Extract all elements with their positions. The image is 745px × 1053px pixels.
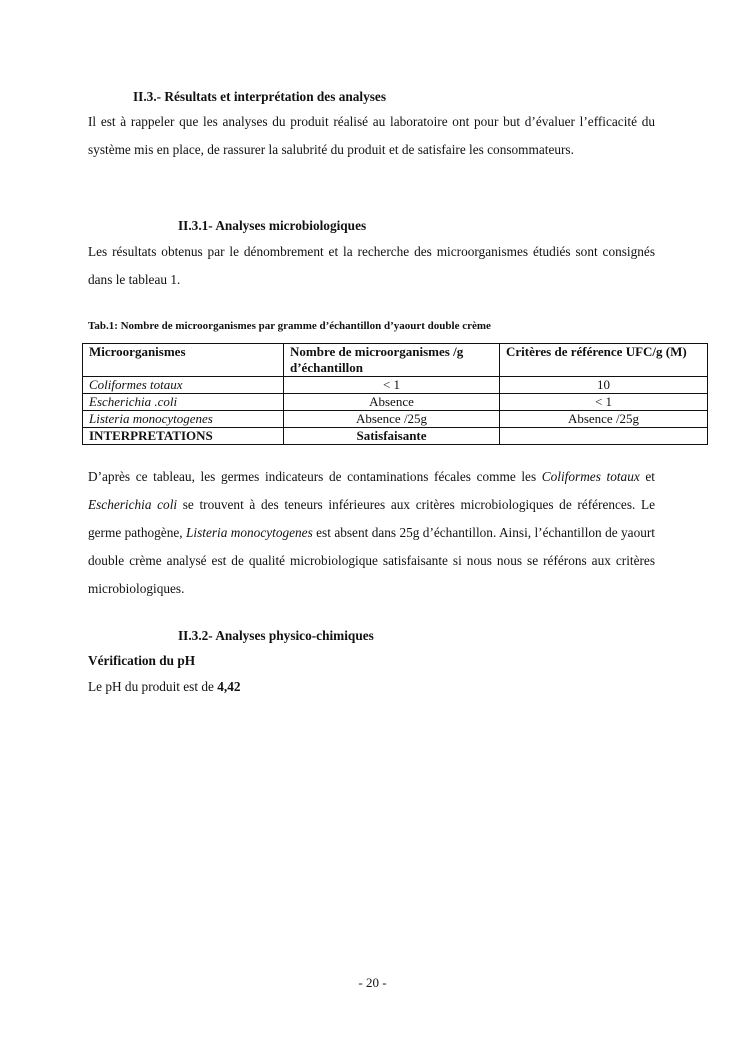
ph-paragraph [88, 673, 655, 701]
text: Coliformes totaux [541, 469, 640, 484]
text: et [639, 469, 656, 484]
text: Escherichia coli [88, 497, 178, 512]
cell [500, 428, 708, 445]
header-cell: Microorganismes [83, 344, 284, 377]
ph-value: 4,42 [217, 679, 241, 694]
discussion-paragraph [88, 463, 655, 603]
intro-paragraph: Il est à rappeler que les analyses du produit réalisé au laboratoire ont pour but d’évaluer l’efficacité du système mis en place, de rassurer la salubrité du produit et de satisfaire les consommateurs. [88, 114, 655, 157]
table-row [83, 394, 708, 411]
micro-heading: II.3.1- Analyses microbiologiques [178, 218, 367, 233]
ph-subheading: Vérification du pH [88, 653, 196, 668]
results-table [82, 343, 708, 445]
text: est absent dans 25g d’échantillon. Ainsi, l’échantillon de yaourt double crème analysé est de qualité microbiologique satisfaisante si nous nous se référons aux critères microbiologiques. [88, 525, 656, 596]
micro-intro: Les résultats obtenus par le dénombrement et la recherche des microorganismes étudiés sont consignés dans le tableau 1. [88, 244, 655, 287]
header-cell: Nombre de microorganismes /g d’échantillon [284, 344, 500, 377]
text: D’après ce tableau, les germes indicateurs de contaminations fécales comme les [88, 469, 542, 484]
cell: Absence /25g [500, 411, 708, 428]
cell: Absence /25g [284, 411, 500, 428]
cell: Absence [284, 394, 500, 411]
cell: 10 [500, 377, 708, 394]
page-number: - 20 - [358, 975, 387, 990]
physico-heading: II.3.2- Analyses physico-chimiques [178, 628, 374, 643]
table-caption: Tab.1: Nombre de microorganismes par gramme d’échantillon d’yaourt double crème [88, 320, 491, 332]
cell: INTERPRETATIONS [83, 428, 284, 445]
cell: Coliformes totaux [83, 377, 284, 394]
cell: < 1 [284, 377, 500, 394]
section-heading: II.3.- Résultats et interprétation des analyses [133, 89, 386, 104]
cell: Escherichia .coli [83, 394, 284, 411]
cell: Satisfaisante [284, 428, 500, 445]
cell: Listeria monocytogenes [83, 411, 284, 428]
header-cell: Critères de référence UFC/g (M) [500, 344, 708, 377]
table-header [83, 344, 708, 377]
cell: < 1 [500, 394, 708, 411]
text: Le pH du produit est de [88, 679, 218, 694]
table-row [83, 411, 708, 428]
table-row [83, 377, 708, 394]
text: Listeria monocytogenes [186, 525, 313, 540]
text: se trouvent à des teneurs inférieures aux critères microbiologiques de références. Le germe pathogène, [88, 497, 655, 540]
table-row [83, 428, 708, 445]
